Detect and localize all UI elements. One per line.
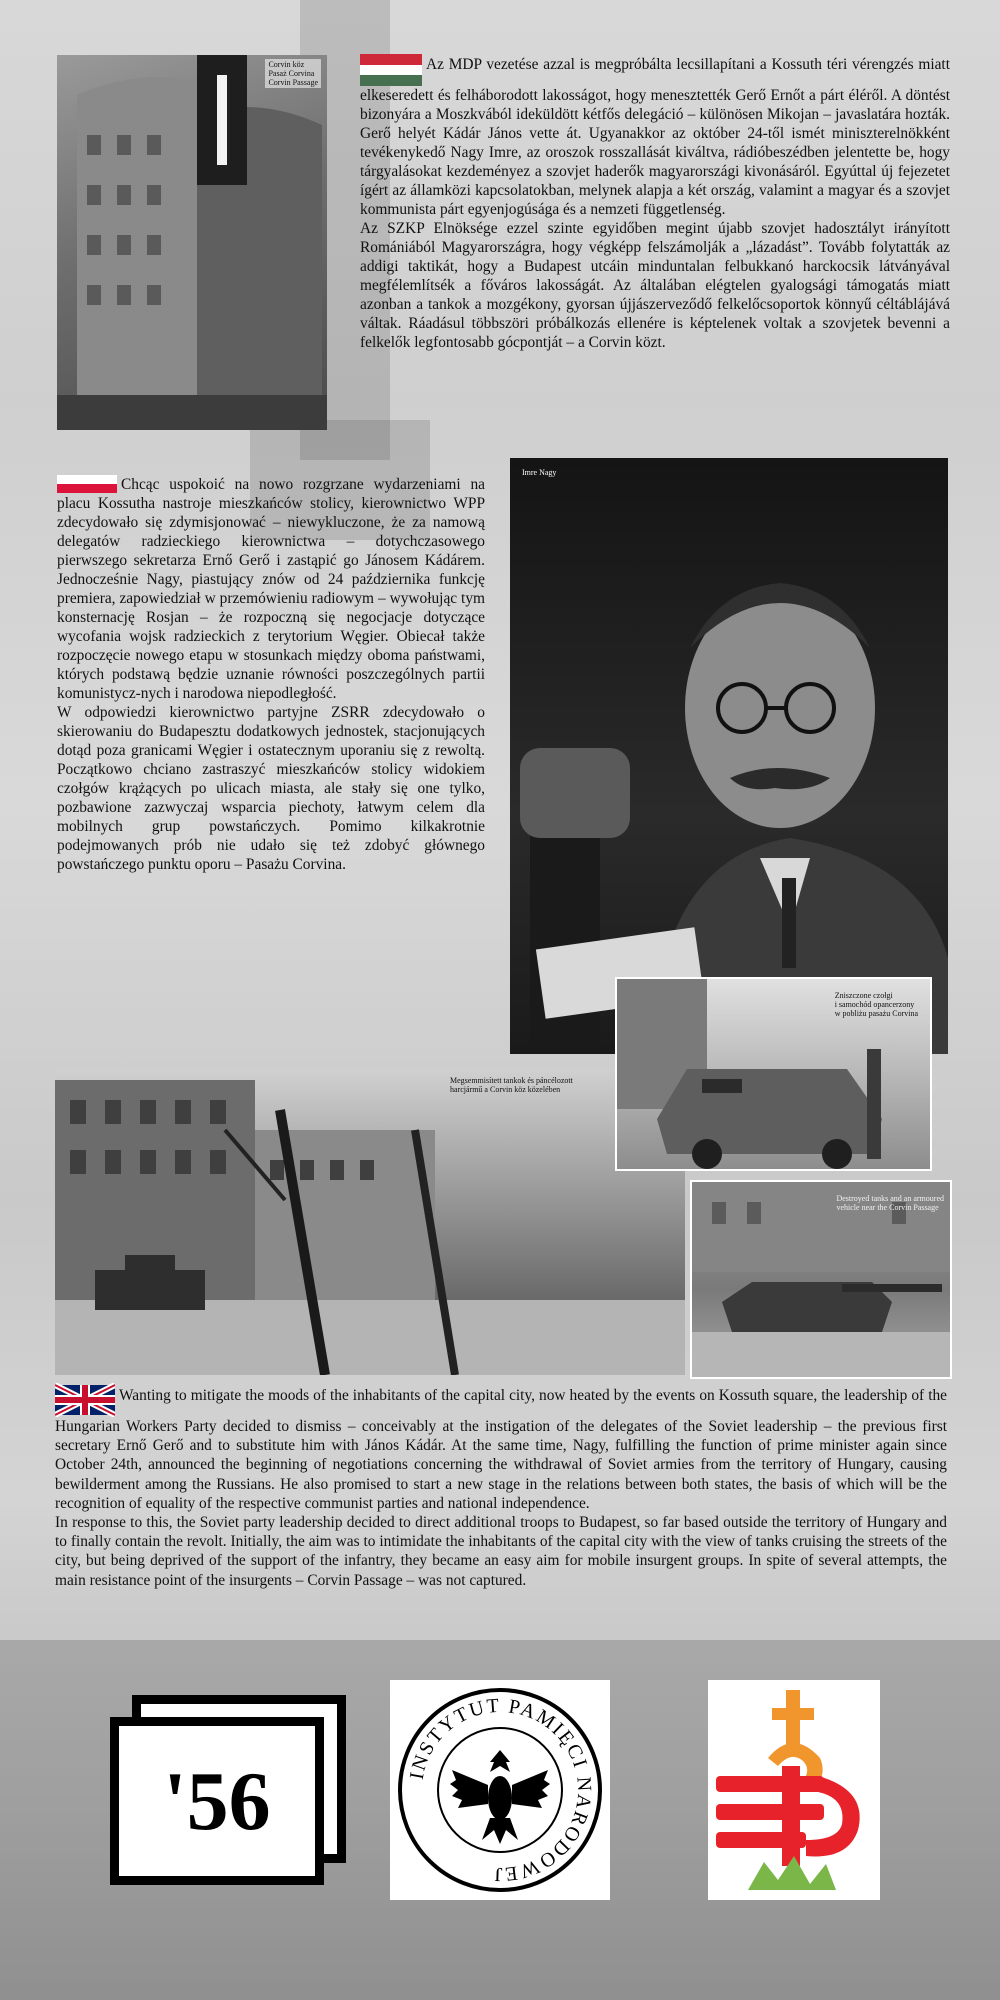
caption-line: Zniszczone czołgi [834,991,893,1000]
caption-line: Corvin köz [268,60,305,69]
logo-frame-front [110,1717,324,1885]
paragraph: Az SZKP Elnöksége ezzel szinte egyidőben megint újabb szovjet hadosztályt irányított Romániából Magyarországra, hogy végképp felszámolják a „lázadást”. Tovább folytatták az addigi taktikát, hogy a Budapest utcáin minduntalan felbukkanó harckocsik látványával megfélemlítsék a főváros lakosságát. Az általában elégtelen gyalogsági támogatás miatt azonban a tankok a mozgékony, gyorsan újjászerveződő felkelőcsoportok könnyű céltáblájává váltak. Ráadásul többszöri próbálkozás ellenére is képtelenek voltak a szovjetek bevenni a felkelők legfontosabb gócpontját – a Corvin közt. [360,220,950,351]
paragraph-text: Wanting to mitigate the moods of the inhabitants of the capital city, now heated by the events on Kossuth square, the leadership of the Hungarian Workers Party decided to dismiss – conceivably at the instigation of the delegates of the Soviet leadership – the previous first secretary Ernő Gerő and to substitute him with János Kádár. At the same time, Nagy, fulfilling the function of prime minister again since October 24th, announced the beginning of negotiations concerning the withdrawal of Soviet armies from the territory of Hungary, causing bewilderment among the Russians. He also promised to start a new stage in the relations between both states, the basis of which will be the recognition of equality of the respective communist parties and national independence. [55,1387,947,1512]
caption-line: Pasaż Corvina [268,69,315,78]
hungarian-memorial-logo [708,1680,880,1900]
paragraph-text: Chcąc uspokoić na nowo rozgrzane wydarzeniami na placu Kossutha nastroje mieszkańców stolicy, kierownictwo WPP zdecydowało się zdymisjonować – niewykluczone, że za namową delegatów radzieckiego kierownictwa – dotychczasowego pierwszego sekretarza Ernő Gerő i zastąpić go Jánosem Kádárem. Jednocześnie Nagy, piastujący znów od 24 października funkcję premiera, zapowiedział w przemówieniu radiowym – wywołując tym konsternację Rosjan – że rozpoczną się negocjacje dotyczące wycofania wojsk radzieckich z terytorium Węgier. Obiecał także rozpoczęcie nowego etapu w stosunkach między oboma państwami, których podstawą będzie uznanie równości poszczególnych partii komunistycz-nych i narodowa niepodległość. [57,476,485,702]
memorial-emblem-icon [708,1680,880,1900]
hungary-flag-icon [360,54,422,86]
caption-line: Destroyed tanks and an armoured [836,1194,944,1203]
logo-text: '56 [163,1754,271,1848]
nagy-caption: Imre Nagy [522,468,557,477]
paragraph [55,1386,947,1513]
corvin-passage-photo [57,55,327,430]
armored-vehicle-photo [615,977,932,1171]
tanks-hu-caption [450,1076,573,1094]
uk-flag-icon [55,1383,115,1417]
fiftysix-logo [110,1695,340,1865]
corvin-caption [265,59,321,88]
tanks-en-caption [836,1194,944,1212]
portrait-illustration [510,458,948,1054]
english-text [55,1386,947,1590]
street-illustration [55,1070,685,1375]
destroyed-tanks-photo [55,1070,685,1375]
paragraph-text: Az MDP vezetése azzal is megpróbálta lecsillapítani a Kossuth téri vérengzés miatt elkeseredett és felháborodott lakosságot, hogy menesztették Gerő Ernőt a párt éléről. A döntést bizonyára a Moszkvából ideküldött kétfős delegáció – különösen Mikojan – javaslatára hozták. Gerő helyét Kádár János vette át. Ugyanakkor az október 24-től ismét miniszterelnökként tevékenykedő Nagy Imre, az oroszok rosszallását kiváltva, rádióbeszédben jelentette be, hogy tárgyalásokat kezdeményez a szovjet haderők magyarországi kivonásáról. Egyúttal új fejezetet ígért az államközi kapcsolatokban, melynek alapja a két ország, valamint a magyar és a szovjet kommunista párt egyenjogúsága és a nemzeti függetlenség. [360,56,950,218]
hungarian-text [360,55,950,352]
caption-line: harcjármű a Corvin köz közelében [450,1085,561,1094]
building-illustration [57,55,327,430]
ipn-ring-text: INSTYTUT PAMIĘCI NARODOWEJ [405,1694,596,1886]
caption-line: Megsemmisített tankok és páncélozott [450,1076,573,1085]
tanks-pl-caption [835,991,918,1018]
paragraph: W odpowiedzi kierownictwo partyjne ZSRR zdecydowało o skierowaniu do Budapesztu dodatkowych jednostek, stacjonujących dotąd poza granicami Węgier i ostatecznym uporaniu się z rewoltą. Początkowo chciano zastraszyć mieszkańców stolicy widokiem czołgów krążących po ulicach miasta, ale stały się one tylko, pozbawione zazwyczaj wsparcia piechoty, łatwym celem dla mobilnych grup powstańczych. Pomimo kilkakrotnie podejmowanych prób nie udało się też zdobyć głównego powstańczego punktu oporu – Pasażu Corvina. [57,704,485,873]
poland-flag-icon [57,475,117,493]
polish-text [57,475,485,874]
paragraph: In response to this, the Soviet party leadership decided to direct additional troops to Budapest, so far based outside the territory of Hungary and to finally contain the revolt. Initially, the aim was to intimidate the inhabitants of the capital city with the view of tanks cruising the streets of the city, but being deprived of the support of the infantry, they became an easy aim for mobile insurgent groups. In spite of several attempts, the main resistance point of the insurgents – Corvin Passage – was not captured. [55,1514,947,1589]
paragraph [57,475,485,703]
paragraph [360,55,950,219]
caption-line: i samochód opancerzony [834,1000,915,1009]
ipn-seal-icon [390,1680,610,1900]
ipn-logo [390,1680,610,1900]
tank-photo [690,1180,952,1379]
caption-line: Corvin Passage [268,78,318,87]
caption-line: vehicle near the Corvin Passage [836,1203,939,1212]
imre-nagy-photo [510,458,948,1054]
caption-line: w pobliżu pasażu Corvina [834,1009,918,1018]
